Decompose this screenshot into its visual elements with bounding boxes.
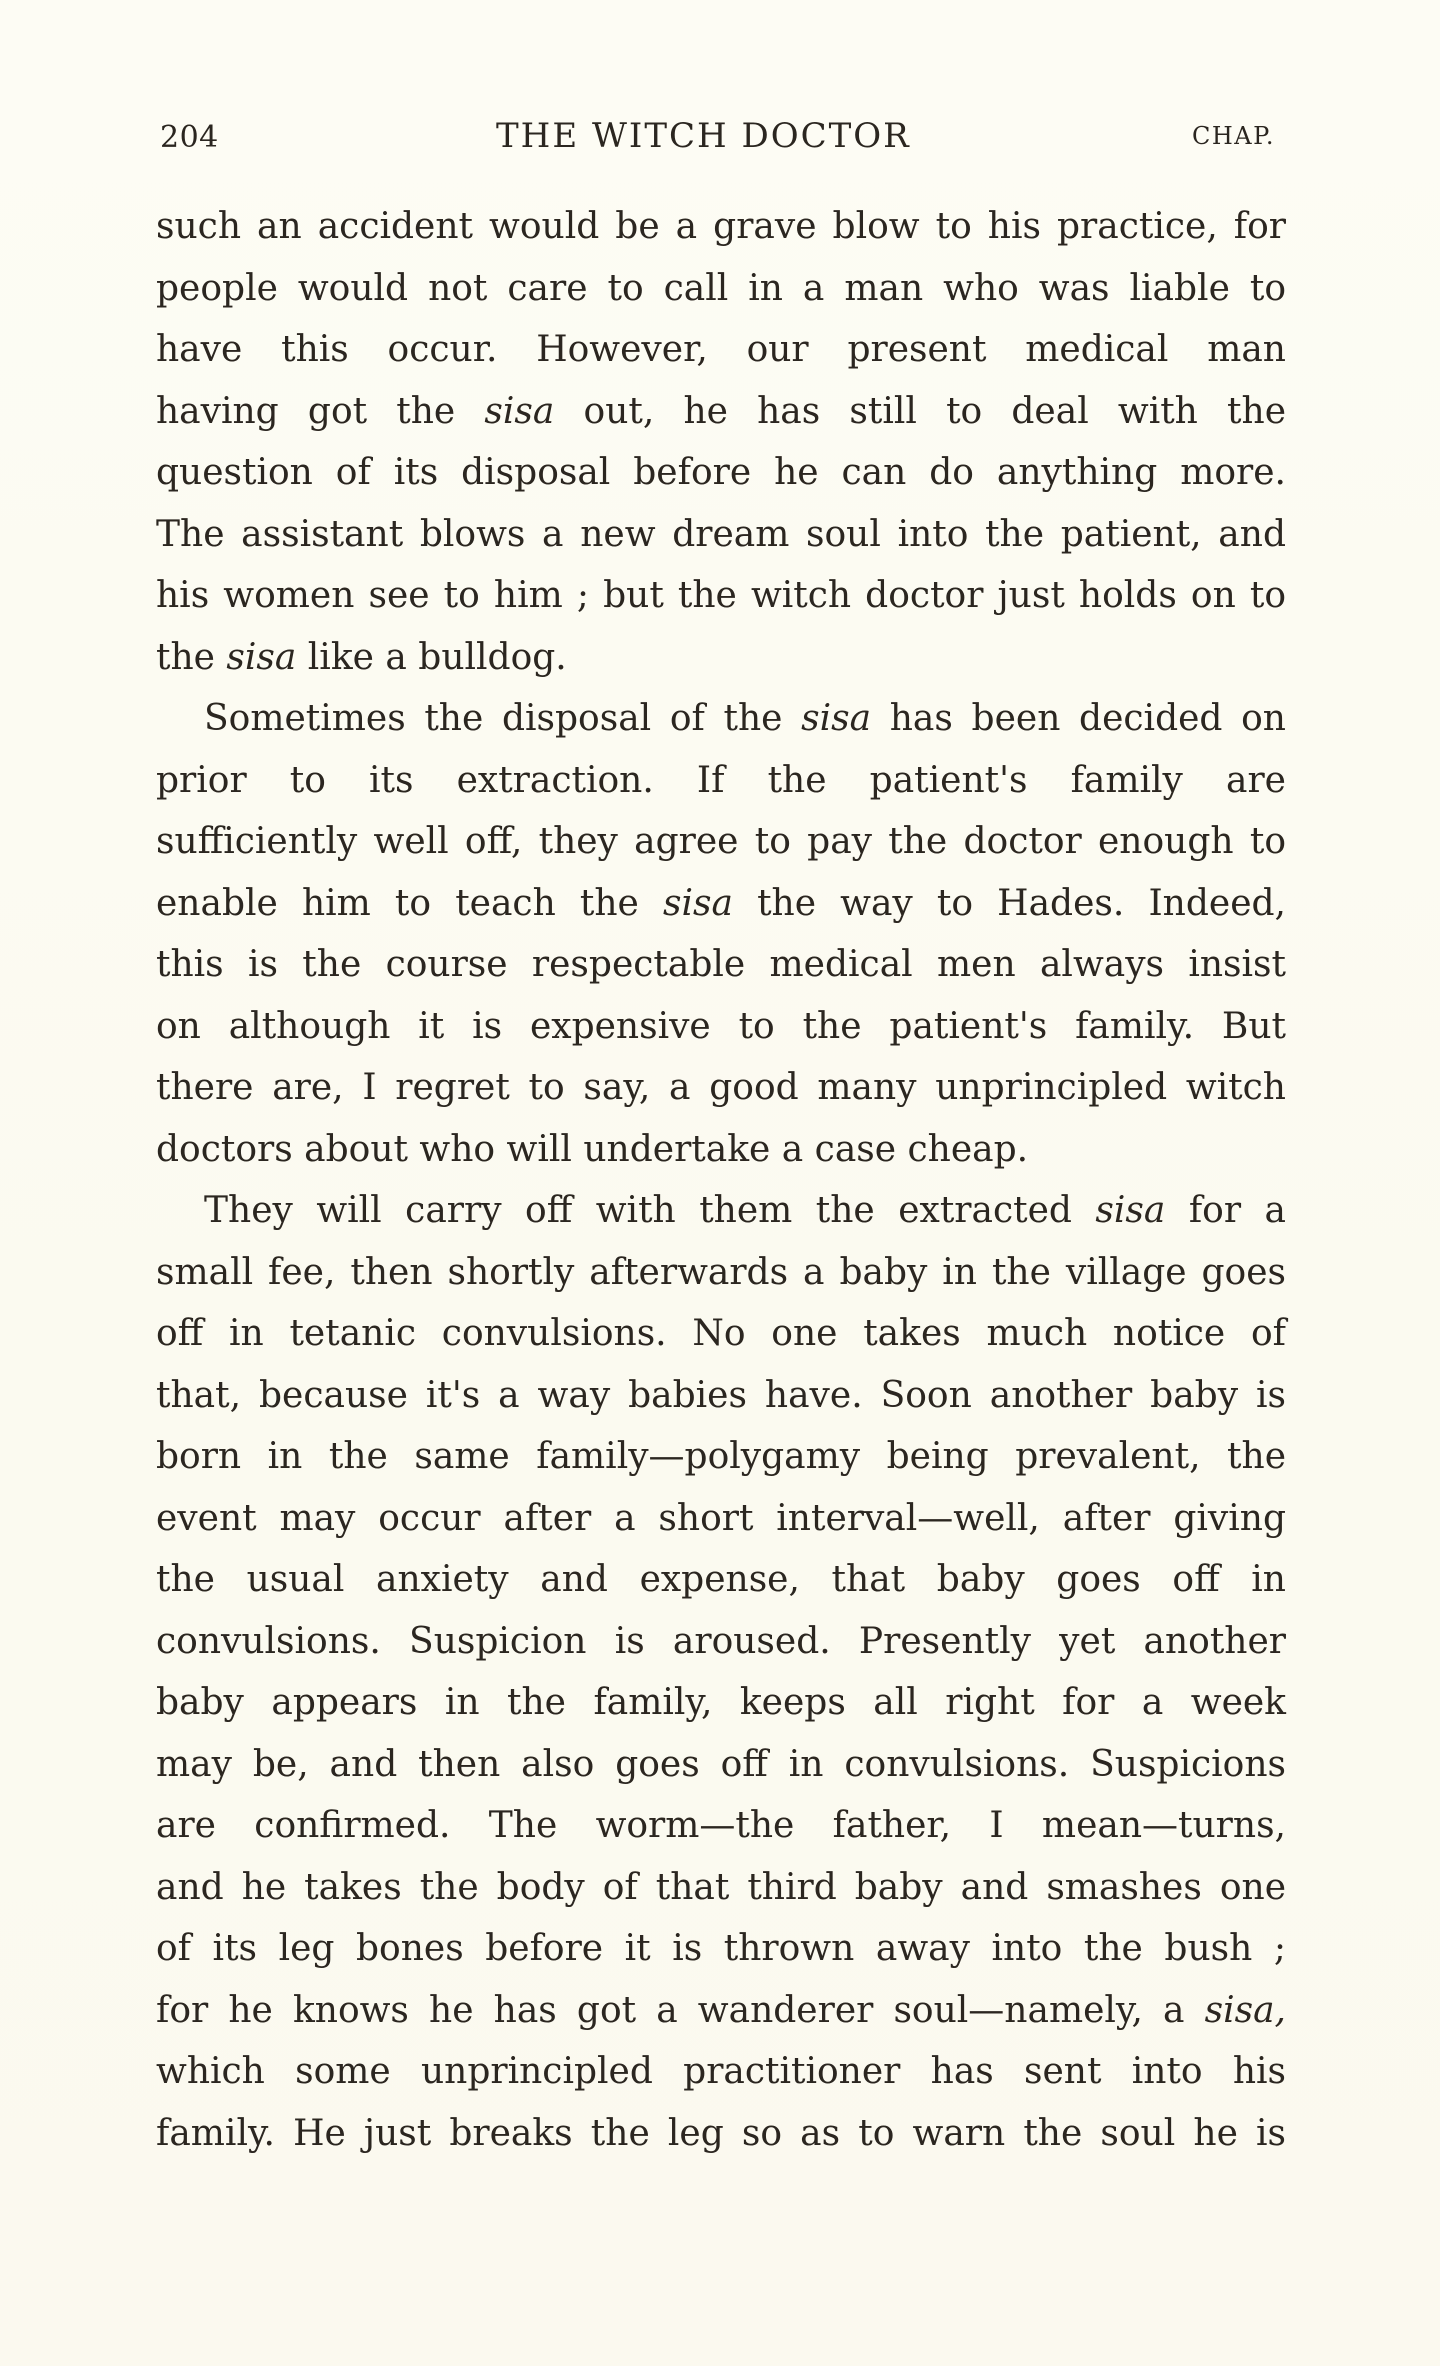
text-segment: and he takes the body of that third baby and smashes one bbox=[156, 1866, 1286, 1908]
chapter-label: CHAP. bbox=[1192, 122, 1276, 150]
text-segment: They will carry off with them the extracted bbox=[204, 1190, 1096, 1231]
text-segment: have this occur. However, our present medical man bbox=[156, 329, 1286, 370]
text-segment: may be, and then also goes off in convulsions. Suspicions bbox=[156, 1743, 1286, 1785]
page-header bbox=[160, 112, 1290, 162]
body-text bbox=[156, 196, 1286, 2164]
text-segment: baby appears in the family, keeps all right for a week bbox=[156, 1682, 1286, 1723]
text-line bbox=[156, 811, 1286, 873]
text-line bbox=[156, 1057, 1286, 1119]
italic-term: sisa, bbox=[1204, 1989, 1286, 2031]
italic-term: sisa bbox=[1095, 1190, 1166, 1231]
text-line bbox=[156, 504, 1286, 566]
text-line bbox=[156, 196, 1286, 258]
text-segment: of its leg bones before it is thrown away into the bush ; bbox=[156, 1928, 1286, 1969]
text-segment: out, he has still to deal with the bbox=[554, 390, 1287, 432]
italic-term: sisa bbox=[484, 390, 555, 432]
italic-term: sisa bbox=[663, 882, 733, 924]
text-line bbox=[156, 2103, 1286, 2165]
text-segment: there are, I regret to say, a good many unprincipled witch bbox=[156, 1067, 1286, 1108]
italic-term: sisa bbox=[801, 698, 872, 739]
text-segment: such an accident would be a grave blow to his practice, for bbox=[156, 206, 1286, 247]
text-segment: convulsions. Suspicion is aroused. Presently yet another bbox=[156, 1620, 1286, 1662]
text-line bbox=[156, 258, 1286, 320]
text-segment: sufficiently well off, they agree to pay the doctor enough to bbox=[156, 821, 1286, 862]
text-line bbox=[156, 1734, 1286, 1796]
text-segment: the usual anxiety and expense, that baby goes off in bbox=[156, 1559, 1286, 1600]
text-line bbox=[156, 1611, 1286, 1673]
text-segment: the way to Hades. Indeed, bbox=[732, 882, 1286, 924]
text-segment: family. He just breaks the leg so as to warn the soul he is bbox=[156, 2112, 1286, 2154]
text-segment: event may occur after a short interval—well, after giving bbox=[156, 1497, 1286, 1539]
text-line bbox=[156, 1488, 1286, 1550]
text-line bbox=[156, 565, 1286, 627]
text-segment: prior to its extraction. If the patient's family are bbox=[156, 759, 1286, 801]
text-line bbox=[156, 1365, 1286, 1427]
text-line bbox=[156, 1672, 1286, 1734]
text-line bbox=[156, 750, 1286, 812]
text-segment: has been decided on bbox=[871, 698, 1286, 739]
text-line bbox=[156, 688, 1286, 750]
text-line bbox=[156, 1426, 1286, 1488]
text-line bbox=[156, 1549, 1286, 1611]
text-line bbox=[156, 1119, 1286, 1181]
text-line bbox=[156, 319, 1286, 381]
text-line bbox=[156, 873, 1286, 935]
page-number: 204 bbox=[160, 120, 219, 155]
text-segment: question of its disposal before he can do anything more. bbox=[156, 452, 1286, 493]
text-line bbox=[156, 1857, 1286, 1919]
text-segment: born in the same family—polygamy being prevalent, the bbox=[156, 1436, 1286, 1477]
text-line bbox=[156, 381, 1286, 443]
text-line bbox=[156, 627, 1286, 689]
text-line bbox=[156, 1180, 1286, 1242]
text-segment: are confirmed. The worm—the father, I mean—turns, bbox=[156, 1805, 1286, 1846]
text-line bbox=[156, 934, 1286, 996]
text-line bbox=[156, 1980, 1286, 2042]
running-title: THE WITCH DOCTOR bbox=[496, 116, 911, 156]
text-segment: the bbox=[156, 636, 227, 678]
text-segment: The assistant blows a new dream soul into the patient, and bbox=[156, 513, 1286, 555]
italic-term: sisa bbox=[226, 636, 297, 678]
text-segment: this is the course respectable medical men always insist bbox=[156, 944, 1286, 985]
text-segment: off in tetanic convulsions. No one takes much notice of bbox=[156, 1313, 1286, 1354]
text-line bbox=[156, 1303, 1286, 1365]
text-segment: enable him to teach the bbox=[156, 882, 663, 924]
text-segment: on although it is expensive to the patient's family. But bbox=[156, 1005, 1286, 1047]
text-segment: doctors about who will undertake a case cheap. bbox=[156, 1128, 1029, 1170]
text-segment: like a bulldog. bbox=[296, 636, 567, 678]
text-segment: for he knows he has got a wanderer soul—namely, a bbox=[156, 1989, 1205, 2031]
text-segment: Sometimes the disposal of the bbox=[204, 698, 802, 739]
text-segment: small fee, then shortly afterwards a baby in the village goes bbox=[156, 1251, 1286, 1293]
text-segment: that, because it's a way babies have. Soon another baby is bbox=[156, 1374, 1286, 1416]
text-segment: having got the bbox=[156, 390, 485, 432]
text-segment: which some unprincipled practitioner has sent into his bbox=[156, 2051, 1286, 2092]
text-segment: for a bbox=[1165, 1190, 1286, 1231]
text-line bbox=[156, 2041, 1286, 2103]
text-line bbox=[156, 1795, 1286, 1857]
text-line bbox=[156, 442, 1286, 504]
text-segment: people would not care to call in a man who was liable to bbox=[156, 267, 1286, 309]
text-line bbox=[156, 1918, 1286, 1980]
text-line bbox=[156, 996, 1286, 1058]
text-segment: his women see to him ; but the witch doctor just holds on to bbox=[156, 575, 1286, 616]
text-line bbox=[156, 1242, 1286, 1304]
